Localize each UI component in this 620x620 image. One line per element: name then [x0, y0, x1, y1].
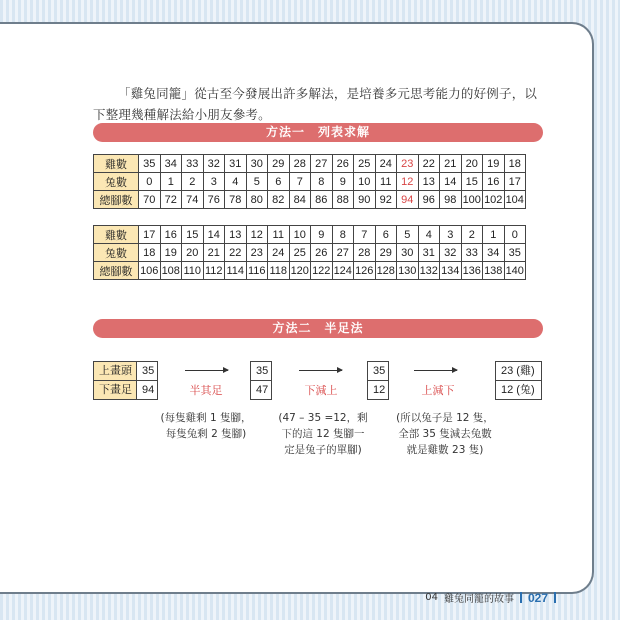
table-cell: 33	[461, 244, 483, 262]
chapter-title: 雞兔同籠的故事	[443, 594, 514, 605]
table-cell: 10	[354, 173, 376, 191]
label-feet: 下畫足	[94, 380, 136, 399]
table-cell: 30	[246, 155, 268, 173]
table-cell: 70	[139, 191, 161, 209]
table-cell: 28	[289, 155, 311, 173]
table-cell: 24	[268, 244, 290, 262]
table-cell: 27	[311, 155, 333, 173]
table-cell: 2	[182, 173, 204, 191]
table-cell: 7	[354, 226, 376, 244]
chapter-number: 04	[425, 592, 438, 603]
table-cell: 11	[375, 173, 397, 191]
table-cell: 5	[397, 226, 419, 244]
table-cell: 82	[268, 191, 290, 209]
table-cell: 5	[246, 173, 268, 191]
table-cell: 110	[182, 262, 204, 280]
table-cell: 31	[418, 244, 440, 262]
table-cell: 3	[203, 173, 225, 191]
table-cell: 20	[461, 155, 483, 173]
arrow-2	[299, 370, 342, 371]
row-label: 總腳數	[94, 191, 139, 209]
table-cell: 4	[418, 226, 440, 244]
start-feet: 94	[137, 380, 157, 399]
table-cell: 22	[225, 244, 247, 262]
table-cell: 14	[440, 173, 462, 191]
page-footer	[425, 590, 556, 605]
step-halve-feet: 半其足	[189, 384, 223, 397]
table-cell: 88	[332, 191, 354, 209]
table-cell: 94	[397, 191, 419, 209]
table-cell: 29	[375, 244, 397, 262]
table-cell: 20	[182, 244, 204, 262]
table-cell: 17	[139, 226, 161, 244]
note-line: 下的這 12 隻腳一	[281, 428, 365, 440]
table-cell: 134	[440, 262, 462, 280]
table-cell: 132	[418, 262, 440, 280]
table-cell: 21	[203, 244, 225, 262]
col3-heads: 35	[373, 365, 386, 377]
table-cell: 102	[483, 191, 505, 209]
table-cell: 13	[225, 226, 247, 244]
table-cell: 90	[354, 191, 376, 209]
table-cell: 31	[225, 155, 247, 173]
table-cell: 136	[461, 262, 483, 280]
rabbits-row	[94, 173, 526, 191]
table-cell: 12	[246, 226, 268, 244]
col3-feet: 12	[368, 380, 388, 399]
table-cell: 106	[139, 262, 161, 280]
start-heads: 35	[142, 365, 155, 377]
table-cell: 11	[268, 226, 290, 244]
table-cell: 3	[440, 226, 462, 244]
table-cell: 72	[160, 191, 182, 209]
row-label: 兔數	[94, 173, 139, 191]
table-cell: 124	[332, 262, 354, 280]
footer-divider	[520, 592, 522, 603]
table-cell: 12	[397, 173, 419, 191]
method1-table-2	[93, 225, 526, 280]
table-cell: 16	[160, 226, 182, 244]
arrow-3	[414, 370, 457, 371]
result-rabbits: 12 (兔)	[496, 380, 541, 399]
rabbits-row	[94, 244, 526, 262]
row-label: 兔數	[94, 244, 139, 262]
table-cell: 22	[418, 155, 440, 173]
table-cell: 15	[182, 226, 204, 244]
table-cell: 130	[397, 262, 419, 280]
table-cell: 76	[203, 191, 225, 209]
col2-feet: 47	[251, 380, 271, 399]
table-cell: 10	[289, 226, 311, 244]
table-cell: 2	[461, 226, 483, 244]
table-cell: 27	[332, 244, 354, 262]
table-cell: 9	[332, 173, 354, 191]
table-cell: 32	[440, 244, 462, 262]
note-line: (每隻雞剩 1 隻腳，	[160, 412, 252, 424]
table-cell: 28	[354, 244, 376, 262]
table-cell: 138	[483, 262, 505, 280]
table-cell: 92	[375, 191, 397, 209]
table-cell: 98	[440, 191, 462, 209]
table-cell: 21	[440, 155, 462, 173]
row-label: 雞數	[94, 226, 139, 244]
table-cell: 35	[139, 155, 161, 173]
table-cell: 17	[504, 173, 526, 191]
note-top-minus-bottom	[386, 410, 504, 458]
table-cell: 120	[289, 262, 311, 280]
arrow-1	[185, 370, 228, 371]
method2-banner: 方法二 半足法	[93, 319, 543, 338]
table-cell: 23	[246, 244, 268, 262]
table-cell: 19	[160, 244, 182, 262]
table-cell: 140	[504, 262, 526, 280]
table-cell: 26	[332, 155, 354, 173]
table-cell: 25	[289, 244, 311, 262]
table-cell: 34	[160, 155, 182, 173]
table-cell: 25	[354, 155, 376, 173]
method1-table-1	[93, 154, 526, 209]
table-cell: 78	[225, 191, 247, 209]
method2-col2-box	[250, 361, 272, 400]
footer-divider	[554, 592, 556, 603]
intro-paragraph: 「雞兔同籠」從古至今發展出許多解法，是培養多元思考能力的好例子，以下整理幾種解法給小朋友參考。	[93, 86, 538, 122]
table-cell: 128	[375, 262, 397, 280]
result-chickens: 23 (雞)	[501, 365, 535, 377]
method1-banner: 方法一 列表求解	[93, 123, 543, 142]
table-cell: 8	[311, 173, 333, 191]
note-halve-feet	[150, 410, 262, 442]
note-bottom-minus-top	[268, 410, 378, 458]
table-cell: 96	[418, 191, 440, 209]
table-cell: 116	[246, 262, 268, 280]
note-line: 全部 35 隻減去兔數	[398, 428, 492, 440]
table-cell: 0	[139, 173, 161, 191]
table-cell: 29	[268, 155, 290, 173]
table-cell: 30	[397, 244, 419, 262]
note-line: 定是兔子的單腳)	[284, 444, 362, 456]
table-cell: 9	[311, 226, 333, 244]
table-cell: 13	[418, 173, 440, 191]
table-cell: 33	[182, 155, 204, 173]
table-cell: 104	[504, 191, 526, 209]
row-label: 雞數	[94, 155, 139, 173]
table-cell: 19	[483, 155, 505, 173]
note-line: 就是雞數 23 隻)	[406, 444, 484, 456]
table-cell: 18	[139, 244, 161, 262]
method2-start-box	[136, 361, 158, 400]
table-cell: 15	[461, 173, 483, 191]
table-cell: 23	[397, 155, 419, 173]
table-cell: 1	[483, 226, 505, 244]
col2-heads: 35	[256, 365, 269, 377]
method2-col3-box	[367, 361, 389, 400]
table-cell: 8	[332, 226, 354, 244]
table-cell: 112	[203, 262, 225, 280]
table-cell: 35	[504, 244, 526, 262]
note-line: 每隻兔剩 2 隻腳)	[165, 428, 247, 440]
table-cell: 6	[375, 226, 397, 244]
table-cell: 86	[311, 191, 333, 209]
table-cell: 118	[268, 262, 290, 280]
table-cell: 122	[311, 262, 333, 280]
method2-label-box	[93, 361, 137, 400]
table-cell: 1	[160, 173, 182, 191]
label-heads: 上畫頭	[99, 364, 132, 377]
table-cell: 4	[225, 173, 247, 191]
book-page	[0, 22, 594, 605]
table-cell: 26	[311, 244, 333, 262]
table-cell: 80	[246, 191, 268, 209]
table-cell: 32	[203, 155, 225, 173]
table-cell: 74	[182, 191, 204, 209]
table-cell: 100	[461, 191, 483, 209]
row-label: 總腳數	[94, 262, 139, 280]
table-cell: 24	[375, 155, 397, 173]
table-cell: 84	[289, 191, 311, 209]
table-cell: 16	[483, 173, 505, 191]
table-cell: 7	[289, 173, 311, 191]
legs-row	[94, 262, 526, 280]
table-cell: 0	[504, 226, 526, 244]
table-cell: 126	[354, 262, 376, 280]
chickens-row	[94, 155, 526, 173]
table-cell: 14	[203, 226, 225, 244]
table-cell: 18	[504, 155, 526, 173]
chickens-row	[94, 226, 526, 244]
table-cell: 108	[160, 262, 182, 280]
method2-result-box	[495, 361, 542, 400]
legs-row	[94, 191, 526, 209]
table-cell: 34	[483, 244, 505, 262]
note-line: (47 – 35 =12，剩	[278, 412, 368, 424]
step-bottom-minus-top: 下減上	[304, 384, 338, 397]
table-cell: 114	[225, 262, 247, 280]
step-top-minus-bottom: 上減下	[421, 384, 455, 397]
table-cell: 6	[268, 173, 290, 191]
note-line: (所以兔子是 12 隻，	[396, 412, 494, 424]
page-number: 027	[527, 590, 548, 605]
